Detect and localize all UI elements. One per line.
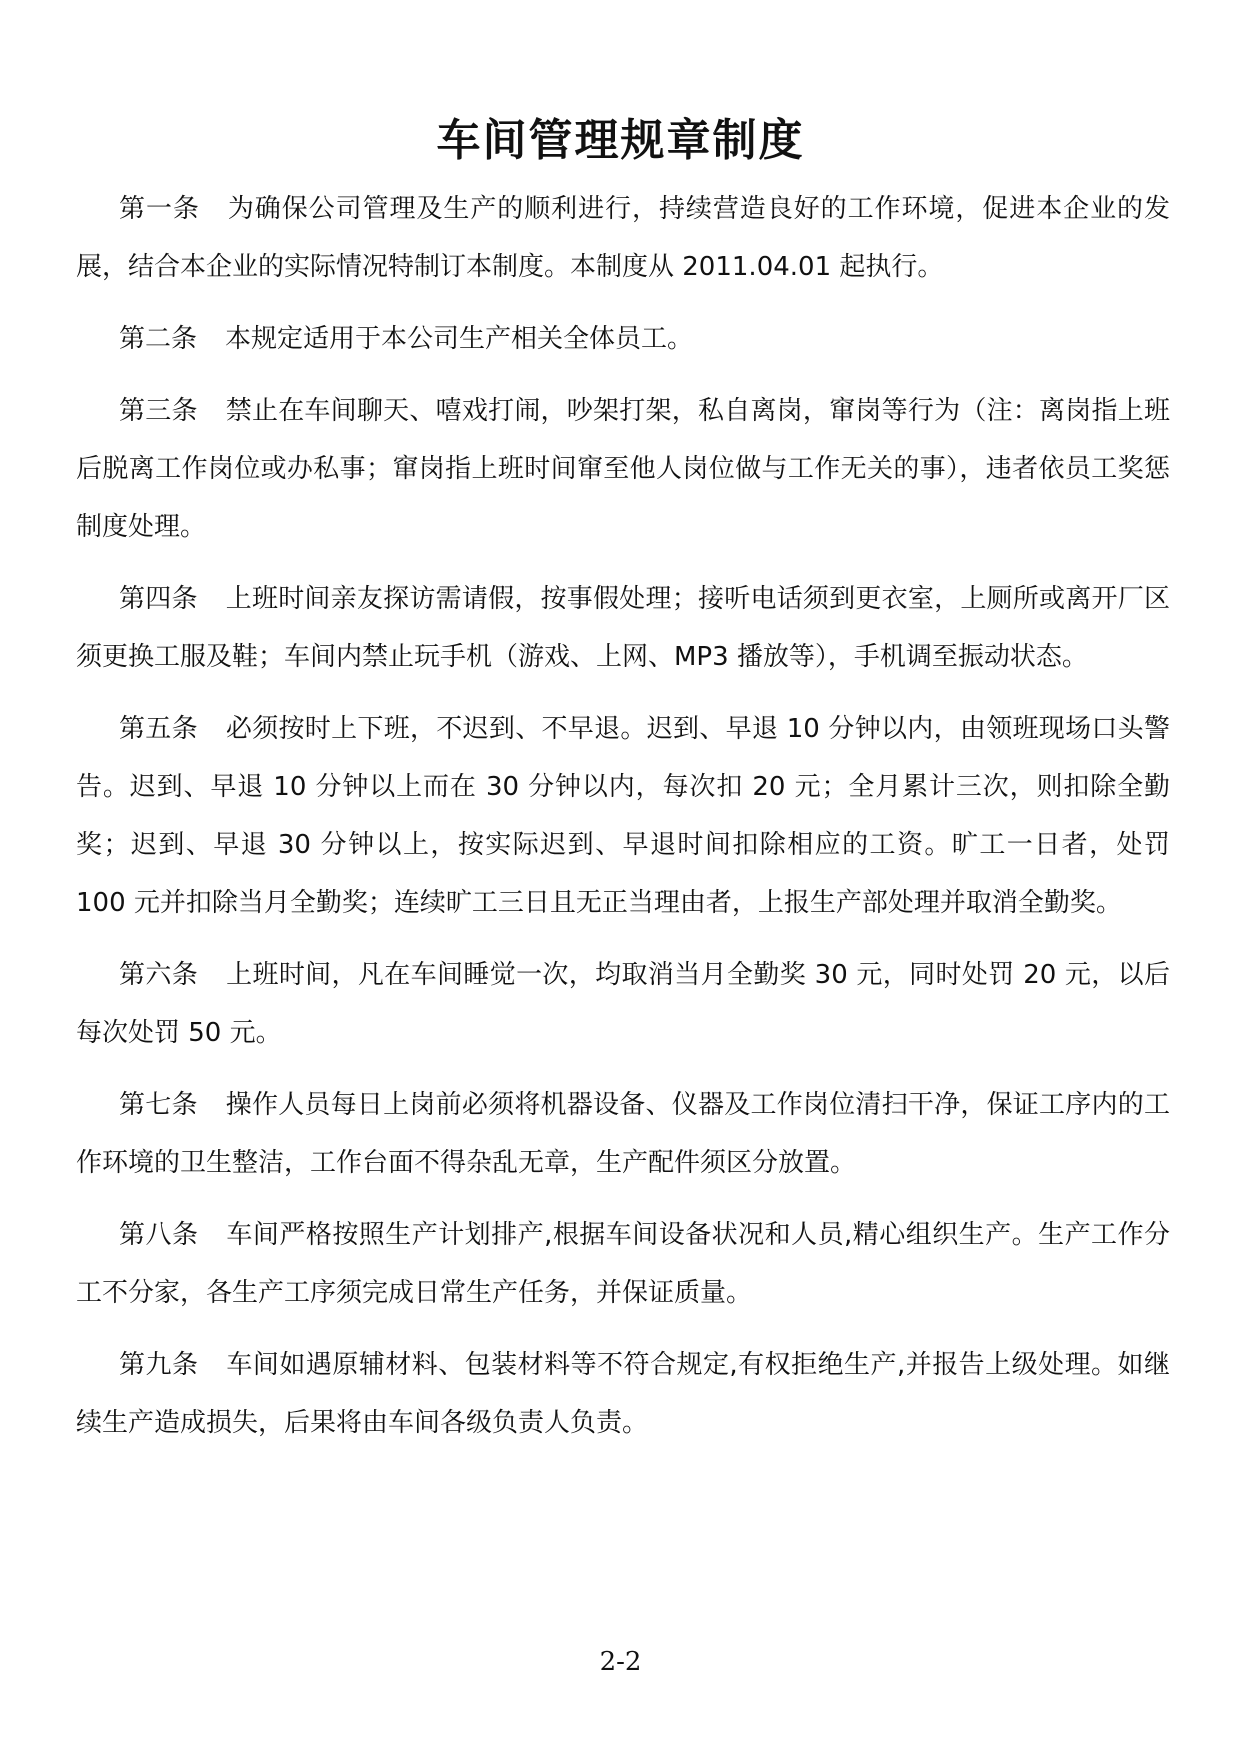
article-1	[76, 180, 1170, 296]
document-body	[76, 180, 1170, 1466]
article-9	[76, 1336, 1170, 1452]
article-text: 必须按时上下班，不迟到、不早退。迟到、早退 10 分钟以内，由领班现场口头警告。迟到、早退 10 分钟以上而在 30 分钟以内，每次扣 20 元；全月累计三次，则扣除全勤奖；迟到、早退 30 分钟以上，按实际迟到、早退时间扣除相应的工资。旷工一日者，处罚 100 元并扣除当月全勤奖；连续旷工三日且无正当理由者，上报生产部处理并取消全勤奖。	[76, 714, 1170, 918]
article-number: 第七条	[119, 1090, 198, 1120]
article-number: 第一条	[119, 194, 200, 224]
page-number: 2-2	[599, 1647, 642, 1677]
article-text: 车间严格按照生产计划排产,根据车间设备状况和人员,精心组织生产。生产工作分工不分家，各生产工序须完成日常生产任务，并保证质量。	[76, 1220, 1170, 1308]
article-number: 第二条	[119, 324, 198, 354]
article-text: 车间如遇原辅材料、包装材料等不符合规定,有权拒绝生产,并报告上级处理。如继续生产造成损失，后果将由车间各级负责人负责。	[76, 1350, 1170, 1438]
article-8	[76, 1206, 1170, 1322]
article-text: 上班时间亲友探访需请假，按事假处理；接听电话须到更衣室，上厕所或离开厂区须更换工服及鞋；车间内禁止玩手机（游戏、上网、MP3 播放等），手机调至振动状态。	[76, 584, 1170, 672]
article-number: 第三条	[119, 396, 198, 426]
article-3	[76, 382, 1170, 556]
article-number: 第八条	[119, 1220, 199, 1250]
article-text: 为确保公司管理及生产的顺利进行，持续营造良好的工作环境，促进本企业的发展，结合本企业的实际情况特制订本制度。本制度从 2011.04.01 起执行。	[76, 194, 1170, 282]
article-2	[76, 310, 1170, 368]
article-7	[76, 1076, 1170, 1192]
article-number: 第四条	[119, 584, 198, 614]
article-number: 第六条	[119, 960, 199, 990]
article-number: 第五条	[119, 714, 198, 744]
article-text: 本规定适用于本公司生产相关全体员工。	[225, 324, 694, 354]
document-title: 车间管理规章制度	[436, 115, 805, 166]
article-5	[76, 700, 1170, 932]
article-text: 上班时间，凡在车间睡觉一次，均取消当月全勤奖 30 元，同时处罚 20 元，以后每次处罚 50 元。	[76, 960, 1170, 1048]
article-6	[76, 946, 1170, 1062]
article-4	[76, 570, 1170, 686]
article-number: 第九条	[119, 1350, 199, 1380]
article-text: 操作人员每日上岗前必须将机器设备、仪器及工作岗位清扫干净，保证工序内的工作环境的卫生整洁，工作台面不得杂乱无章，生产配件须区分放置。	[76, 1090, 1170, 1178]
article-text: 禁止在车间聊天、嘻戏打闹，吵架打架，私自离岗，窜岗等行为（注：离岗指上班后脱离工作岗位或办私事；窜岗指上班时间窜至他人岗位做与工作无关的事），违者依员工奖惩制度处理。	[76, 396, 1170, 542]
